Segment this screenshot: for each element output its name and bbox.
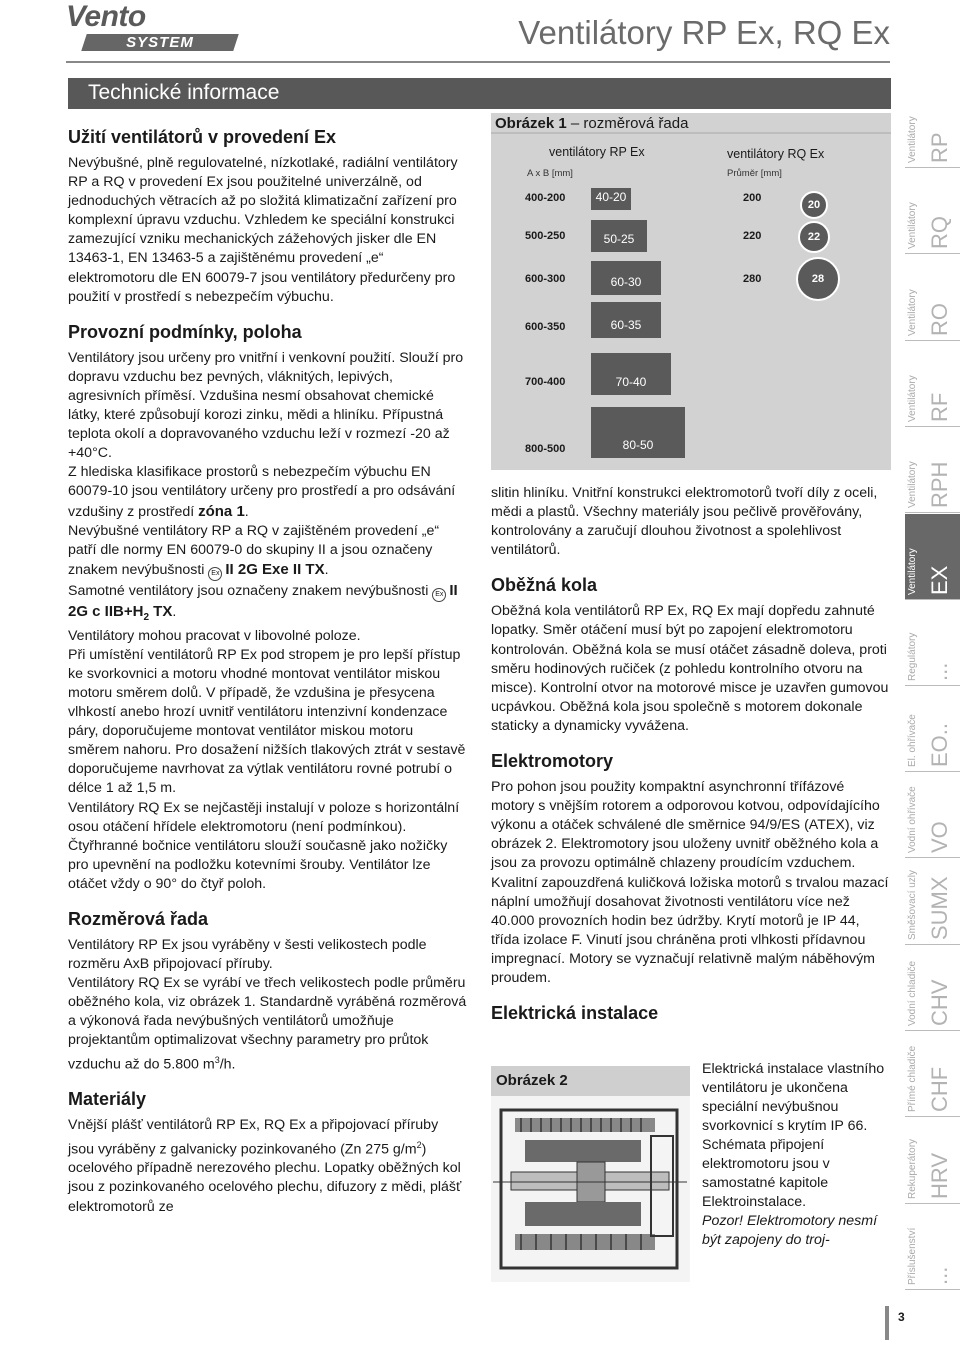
side-tab-code: VO — [927, 821, 952, 854]
side-tab-category: Ventilátory — [907, 375, 918, 422]
heading-electrical-installation: Elektrická instalace — [491, 1003, 659, 1024]
paragraph-conditions-position: Ventilátory mohou pracovat v libovolné poloze. — [68, 627, 361, 644]
side-tab-category: Ventilátory — [907, 202, 918, 250]
page-number-marker — [885, 1306, 889, 1340]
side-tab-code: SUMX — [927, 876, 952, 940]
paragraph-materials-cont: slitin hliníku. Vnitřní konstrukci elektromotorů tvoří díly z oceli, mědi a plastů. Všechny materiály jsou pečlivě prověřovány, kontrolovány a zaručují dlouhou životnost a spolehlivost ventilátorů. — [491, 485, 878, 559]
side-tab-code: RPH — [927, 461, 952, 509]
heading-usage-ex: Užití ventilátorů v provedení Ex — [68, 127, 337, 147]
side-tab-code: CHV — [927, 979, 952, 1026]
figure-2-caption: Obrázek 2 — [491, 1066, 690, 1096]
rq-column-title: ventilátory RQ Ex — [727, 147, 825, 161]
marking-iib: II 2G c IIB+H — [68, 581, 458, 620]
rp-dim-400-200: 400-200 — [525, 192, 566, 204]
side-tab-code: EO.. — [927, 723, 952, 768]
rp-size-40-20: 40-20 — [591, 188, 631, 210]
side-tab-category: Regulátory — [907, 632, 918, 681]
side-tab-code: ... — [927, 662, 952, 681]
zone-label: zóna 1 — [198, 502, 245, 520]
side-tab-category: Ventilátory — [907, 288, 918, 336]
rq-dim-280: 280 — [743, 273, 762, 285]
logo-main-text: Vento — [66, 0, 146, 33]
logo-sub-band — [81, 34, 239, 51]
rp-dim-800-500: 800-500 — [525, 443, 566, 455]
heading-operating-conditions: Provozní podmínky, poloha — [68, 321, 302, 342]
side-tab-rph[interactable] — [905, 427, 960, 513]
vento-system-logo — [66, 0, 240, 52]
ex-symbol-icon: Ex — [432, 588, 446, 602]
side-tab-code: RO — [927, 302, 952, 336]
rp-size-80-50: 80-50 — [591, 407, 685, 458]
side-tab-chf[interactable] — [905, 1031, 960, 1117]
heading-size-range: Rozměrová řada — [68, 909, 209, 930]
side-tab-category: Ventilátory — [907, 116, 918, 163]
paragraph-impellers: Oběžná kola ventilátorů RP Ex, RQ Ex mají dopředu zahnuté lopatky. Směr otáčení musí být po zapojení elektromotoru kontrolován. Oběžná kola se musí otáčet zásadně doleva, proti směru hodinových ručiček (z pohledu kontrolního otvoru na misce). Kontrolní otvor na motorové misce je uzavřen gumovou ucpávkou. Oběžná kola jsou společně s motorem dokonale staticky a dynamicky vyvážena. — [491, 603, 889, 734]
side-tab-category: Vodní ohřívače — [907, 786, 918, 854]
side-tab-code: EX — [927, 565, 952, 595]
rp-dim-600-300: 600-300 — [525, 273, 566, 285]
paragraph-conditions-marking-2: Samotné ventilátory jsou označeny znakem nevýbušnosti Ex II 2G c $IIB+H_2$ TX. — [68, 581, 458, 623]
rq-dim-200: 200 — [743, 192, 762, 204]
paragraph-usage: Nevýbušné, plně regulovatelné, nízkotlaké, radiální ventilátory RP a RQ v provedení Ex jsou použitelné univerzálně, od jednoduchých větracích až po složitá klimatizační zařízení pro komplexní úpravu vzduchu. Vzhledem ke speciální konstrukci zamezující vzniku mechanických zážehových jisker dle EN 13463-1, EN 13463-5 a zajištěnému provedení „e“ elektromotoru dle EN 60079-7 jsou ventilátory předurčeny pro použití v prostředí s nebezpečím výbuchu. — [68, 155, 458, 305]
rq-size-28: 28 — [796, 257, 840, 301]
rp-size-70-40: 70-40 — [591, 353, 671, 395]
side-tab-code: ... — [927, 1266, 952, 1285]
side-tab-more-6[interactable] — [905, 600, 960, 686]
section-title-bar — [68, 78, 891, 109]
side-tab-category: Přímé chladiče — [907, 1046, 918, 1113]
section-title: Technické informace — [88, 81, 280, 104]
figure-1-size-range — [491, 113, 891, 470]
rp-dim-700-400: 700-400 — [525, 376, 566, 388]
side-tab-sumx[interactable] — [905, 859, 960, 945]
side-tab-code: RQ — [927, 216, 952, 250]
figure-2-motor-illustration — [491, 1096, 690, 1282]
side-tab-category: Směšovací uzly — [907, 869, 918, 940]
side-tab-category: El. ohřívače — [907, 714, 918, 768]
page-number: 3 — [898, 1310, 905, 1324]
paragraph-conditions-1: Ventilátory jsou určeny pro vnitřní i venkovní použití. Slouží pro dopravu vzduchu bez pevných, vláknitých, lepivých, agresivních příměsí. Vzdušina nesmí obsahovat chemické látky, které způsobují korozi zinku, mědi a hliníku. Přípustná teplota okolí a dopravovaného vzduchu leží v rozmezí -20 až +40°C. — [68, 349, 464, 462]
side-tab-code: RP — [927, 132, 952, 163]
side-tab-code: RF — [927, 392, 952, 422]
side-tab-rp[interactable] — [905, 82, 960, 168]
paragraph-materials: Vnější plášť ventilátorů RP Ex, RQ Ex a připojovací příruby jsou vyráběny z galvanicky pozinkovaného (Zn 275 $g/m^2$) ocelového případně nerezového plechu. Lopatky oběžných kol jsou z pozinkovaného ocelového plechu, difuzory z mědi, plášť elektromotorů ze — [68, 1117, 462, 1215]
side-tab-rq[interactable] — [905, 168, 960, 254]
side-tab-hrv[interactable] — [905, 1118, 960, 1204]
rq-size-22: 22 — [798, 221, 830, 253]
paragraph-conditions-marking: Nevýbušné ventilátory RP a RQ v zajištěném provedení „e“ patří dle normy EN 60079-0 do skupiny II a jsou označeny znakem nevýbušnosti Ex II 2G Exe II TX. — [68, 522, 468, 581]
paragraph-motors: Pro pohon jsou použity kompaktní asynchronní třífázové motory s vnějším rotorem a odporovou kotvou, odpovídajícího výkonu a otáček schválené dle směrnice 94/9/ES (ATEX), viz obrázek 2. Elektromotory jsou uloženy uvnitř oběžného kola a jsou za provozu optimálně chlazeny proudícím vzduchem. Kvalitní zapouzdřená kuličková ložiska motorů s trvalou mazací náplní umožňují dosahovat životnosti ventilátoru více než 40.000 provozních hodin bez údržby. Krytí motorů je IP 44, třída izolace F. Vinutí jsou chráněna proti vlhkosti přídavnou impregnací. Motory se vyznačují relativně malým náběhovým proudem. — [491, 779, 889, 986]
right-text-column — [491, 484, 891, 1024]
ex-symbol-icon: Ex — [208, 567, 222, 581]
page-title: Ventilátory RP Ex, RQ Ex — [518, 14, 890, 51]
rp-column-title: ventilátory RP Ex — [549, 145, 645, 159]
paragraph-conditions-zone: Z hlediska klasifikace prostorů s nebezpečím výbuchu EN 60079-10 jsou ventilátory určeny pro prostředí a pro odsávání vzdušiny z prostředí zóna 1. — [68, 464, 456, 520]
rq-dim-220: 220 — [743, 230, 762, 242]
paragraph-conditions-rp: Při umístění ventilátorů RP Ex pod stropem je pro lepší přístup ke svorkovnici a motoru vhodné montovat ventilátor miskou motoru směrem dolů. V případě, že vzdušina je přesycena vlhkostí anebo hrozí uvnitř ventilátoru intenzivní kondenzace páry, doporučujeme montovat ventilátor miskou motoru směrem nahoru. Pro dosažení nižších tlakových ztrát v sestavě doporučujeme navrhovat za výtlak ventilátoru rovné potrubí o délce 1 až 1,5 m. — [68, 646, 466, 797]
side-tab-category: Ventilátory — [907, 547, 918, 595]
rq-column-unit: Průměr [mm] — [727, 168, 782, 179]
rp-size-60-30: 60-30 — [591, 261, 661, 295]
left-text-column — [68, 126, 468, 1217]
side-tab-category: Vodní chladiče — [907, 960, 918, 1026]
rq-size-20: 20 — [800, 191, 828, 219]
side-tab-more-13[interactable] — [905, 1204, 960, 1290]
paragraph-electrical-warning: Pozor! Elektromotory nesmí být zapojeny do troj- — [702, 1213, 878, 1248]
side-tab-eo[interactable] — [905, 686, 960, 772]
side-tab-code: CHF — [927, 1067, 952, 1113]
side-tab-ro[interactable] — [905, 255, 960, 341]
rp-dim-500-250: 500-250 — [525, 230, 566, 242]
paragraph-size-rq: Ventilátory RQ Ex se vyrábí ve třech velikostech podle průměru oběžného kola, viz obrázek 1. Standardně vyráběná rozměrová a výkonová řada nevýbušných ventilátorů umožňuje projektantům optimalizovat všechny parametry pro průtok vzduchu až do 5.800 $m^3/h$. — [68, 975, 467, 1073]
header-divider — [66, 61, 890, 63]
side-category-tabs — [905, 82, 960, 1292]
heading-materials: Materiály — [68, 1089, 147, 1110]
marking-exe: II 2G Exe II TX — [225, 560, 325, 578]
paragraph-conditions-rq: Ventilátory RQ Ex se nejčastěji instalují v poloze s horizontální osou otáčení hřídele elektromotoru (není podmínkou). Čtyřhranné bočnice ventilátoru slouží současně jako nožičky pro upevnění na podložku kotevními šrouby. Ventilátor lze otáčet vždy o 90° do čtyř poloh. — [68, 799, 460, 892]
rp-dim-600-350: 600-350 — [525, 321, 566, 333]
figure-1-caption: Obrázek 1 – rozměrová řada — [491, 113, 891, 134]
logo-sub-text: SYSTEM — [126, 34, 194, 51]
side-tab-category: Rekuperátory — [907, 1138, 918, 1199]
side-tab-category: Příslušenství — [907, 1227, 918, 1285]
paragraph-size-rp: Ventilátory RP Ex jsou vyráběny v šesti velikostech podle rozměru AxB připojovací příruby. — [68, 937, 427, 973]
heading-impellers: Oběžná kola — [491, 575, 598, 596]
electrical-installation-text — [702, 1060, 892, 1250]
side-tab-rf[interactable] — [905, 341, 960, 427]
motor-cross-section-drawing — [491, 1096, 690, 1282]
rp-size-50-25: 50-25 — [591, 220, 647, 252]
side-tab-ex[interactable] — [905, 514, 960, 600]
side-tab-vo[interactable] — [905, 772, 960, 858]
rp-column-unit: A x B [mm] — [527, 168, 573, 179]
side-tab-category: Ventilátory — [907, 461, 918, 509]
paragraph-electrical: Elektrická instalace vlastního ventilátoru je ukončena speciální nevýbušnou svorkovnicí s krytím IP 66. Schémata připojení elektromotoru jsou v samostatné kapitole Elektroinstalace. — [702, 1061, 885, 1210]
rp-size-60-35: 60-35 — [591, 302, 661, 338]
side-tab-chv[interactable] — [905, 945, 960, 1031]
heading-motors: Elektromotory — [491, 751, 614, 772]
side-tab-code: HRV — [927, 1152, 952, 1199]
